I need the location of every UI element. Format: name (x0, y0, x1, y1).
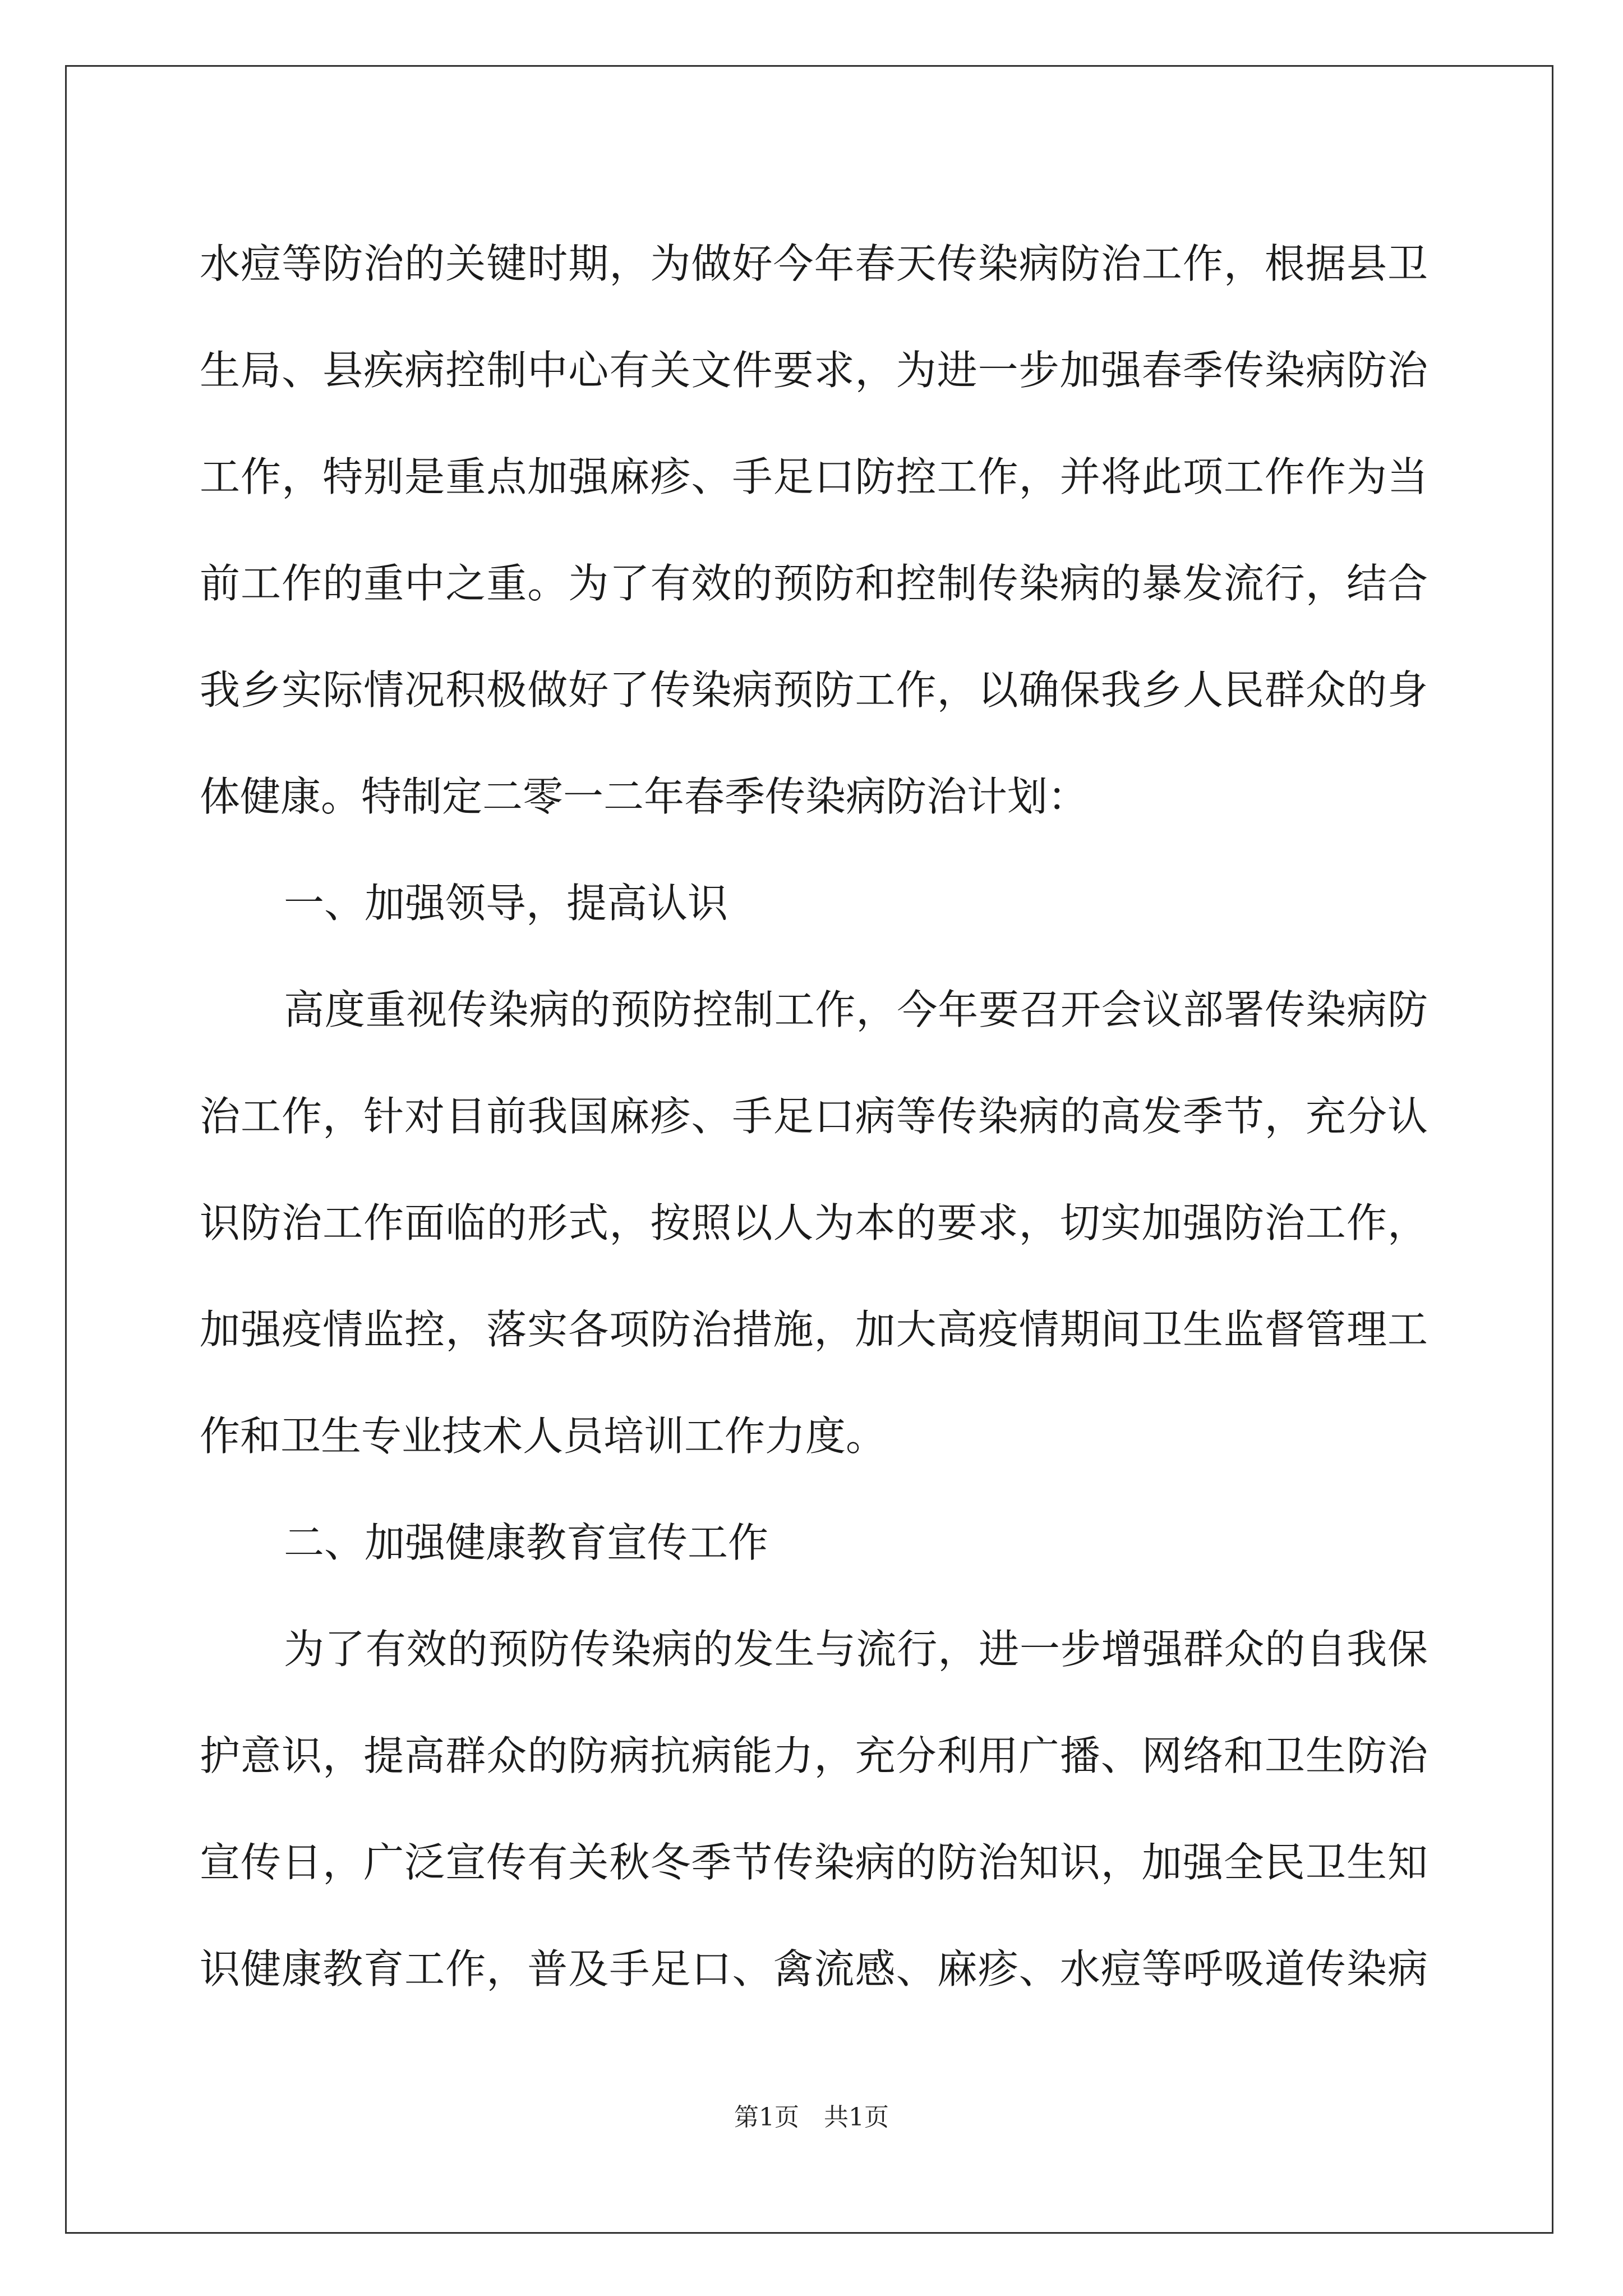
text-line: 二、加强健康教育宣传工作 (284, 1519, 769, 1566)
text-line: 体健康。特制定二零一二年春季传染病防治计划： (200, 773, 1089, 820)
text-line: 我乡实际情况积极做好了传染病预防工作，以确保我乡人民群众的身 (200, 666, 1428, 714)
text-line: 水痘等防治的关键时期，为做好今年春天传染病防治工作，根据县卫 (200, 240, 1428, 287)
text-line: 为了有效的预防传染病的发生与流行，进一步增强群众的自我保 (284, 1626, 1428, 1673)
text-line: 工作，特别是重点加强麻疹、手足口防控工作，并将此项工作作为当 (200, 453, 1428, 500)
text-line: 护意识，提高群众的防病抗病能力，充分利用广播、网络和卫生防治 (200, 1732, 1428, 1779)
text-line: 前工作的重中之重。为了有效的预防和控制传染病的暴发流行，结合 (200, 560, 1428, 607)
document-body (200, 210, 1428, 2022)
text-line: 宣传日，广泛宣传有关秋冬季节传染病的防治知识，加强全民卫生知 (200, 1839, 1428, 1886)
text-line: 生局、县疾病控制中心有关文件要求，为进一步加强春季传染病防治 (200, 347, 1428, 394)
page-total: 共1页 (824, 2103, 889, 2132)
text-line: 识健康教育工作，普及手足口、禽流感、麻疹、水痘等呼吸道传染病 (200, 1945, 1428, 1993)
text-line: 一、加强领导，提高认识 (284, 880, 728, 927)
page-footer (0, 2101, 1623, 2134)
text-line: 高度重视传染病的预防控制工作，今年要召开会议部署传染病防 (284, 986, 1428, 1033)
page-number: 第1页 (734, 2103, 799, 2132)
text-line: 识防治工作面临的形式，按照以人为本的要求，切实加强防治工作， (200, 1199, 1428, 1246)
text-line: 加强疫情监控，落实各项防治措施，加大高疫情期间卫生监督管理工 (200, 1306, 1428, 1353)
text-line: 作和卫生专业技术人员培训工作力度。 (200, 1412, 887, 1460)
text-line: 治工作，针对目前我国麻疹、手足口病等传染病的高发季节，充分认 (200, 1093, 1428, 1140)
